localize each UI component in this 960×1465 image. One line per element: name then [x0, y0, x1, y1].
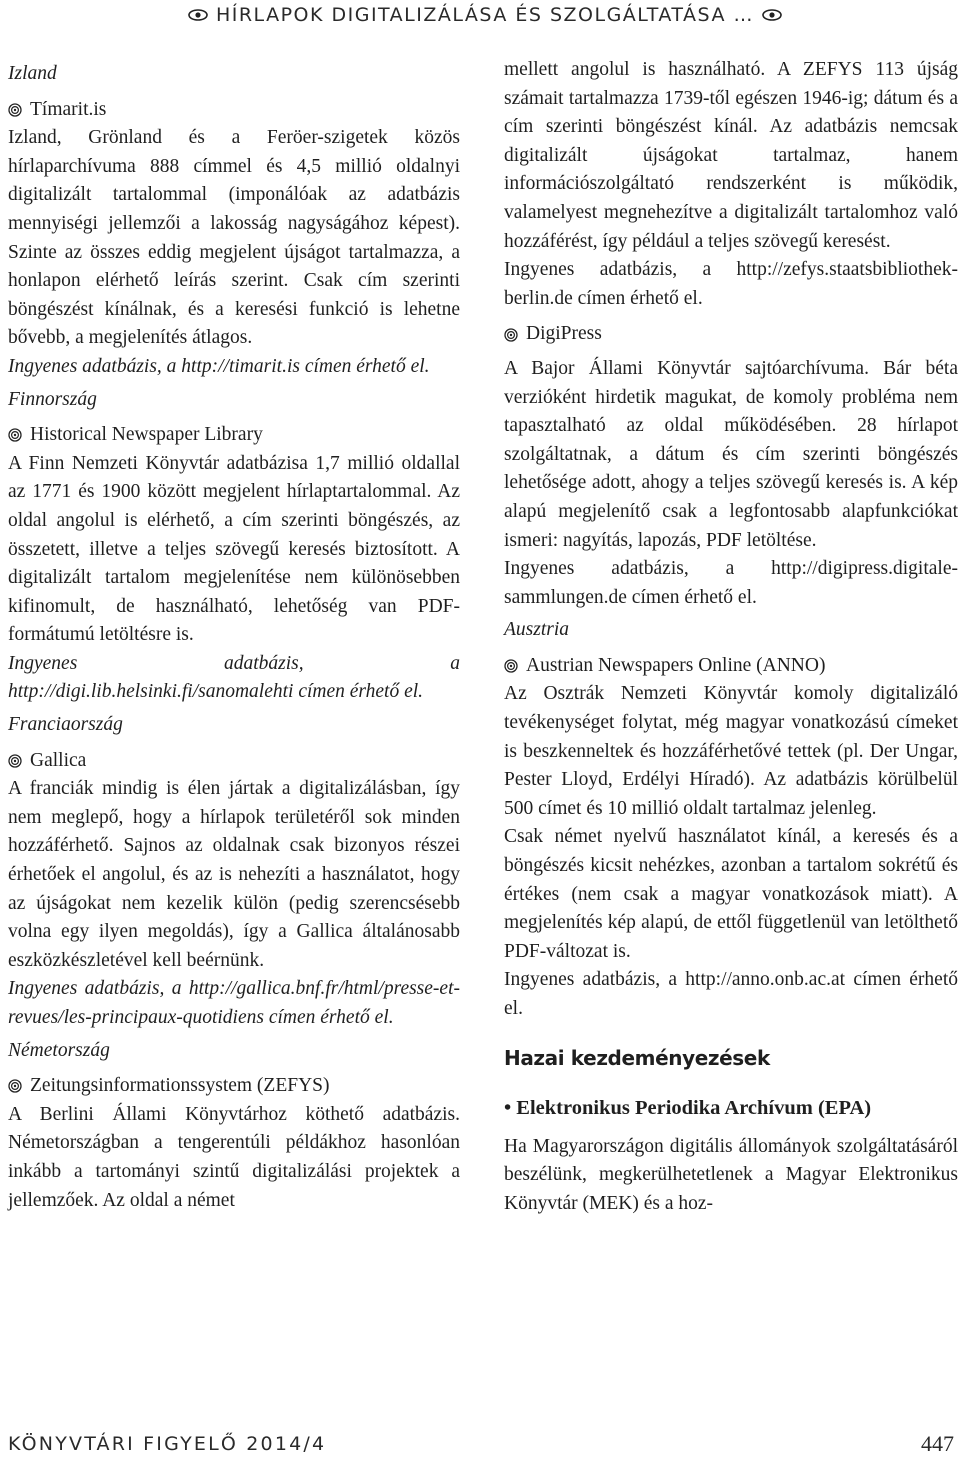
- paragraph-zefys-continued: mellett angolul is használható. A ZEFYS 113 újság számait tartalmazza 1739-től egészen 1946-ig; dátum és a cím szerinti böngészést kínál. Az adatbázis nemcsak digitalizált újságokat tartalmaz, hanem információszolgáltató rendszerként is működik, valamelyest megnehezítve a digitalizált tartalomhoz való hozzáférést, így például a teljes szövegű keresést.: [504, 59, 958, 252]
- target-bullet-icon: [504, 328, 518, 342]
- target-bullet-icon: [504, 659, 518, 673]
- paragraph-zefys: A Berlini Állami Könyvtárhoz köthető adatbázis. Németországban a tengerentúli példákhoz hasonlóan inkább a tartományi szintű digitalizálási projektek a jellemzőek. Az oldal a német: [8, 1103, 460, 1211]
- section-heading-domestic: Hazai kezdeményezések: [504, 1045, 770, 1070]
- resource-title-text: Gallica: [30, 749, 87, 771]
- target-bullet-icon: [8, 754, 22, 768]
- section-heading-france: Franciaország: [8, 714, 123, 736]
- running-header: [188, 4, 782, 26]
- section-heading-germany: Németország: [8, 1039, 110, 1061]
- access-note-gallica: Ingyenes adatbázis, a http://gallica.bnf.fr/html/presse-et-revues/les-principaux-quotidiens címen érhető el.: [8, 978, 460, 1028]
- journal-footer: KÖNYVTÁRI FIGYELŐ 2014/4: [8, 1433, 327, 1455]
- resource-title-text: DigiPress: [526, 323, 602, 345]
- resource-title-text: Austrian Newspapers Online (ANNO): [526, 654, 826, 676]
- resource-title-digipress: [504, 320, 958, 349]
- eye-ornament-icon: [188, 9, 208, 21]
- resource-title-text: Historical Newspaper Library: [30, 424, 263, 446]
- left-column: [8, 56, 460, 1215]
- resource-title-anno: [504, 652, 958, 681]
- paragraph-digipress: A Bajor Állami Könyvtár sajtóarchívuma. Bár béta verzióként hirdetik magukat, de komoly probléma nem tapasztalható az oldal működésében. 28 hírlapot szolgáltatnak, a dátum és cím szerinti böngészés lehetősége adott, ahogy a teljes szövegű keresés is. A kép alapú megjelenítő csak a legfontosabb alapfunkciókat ismeri: nagyítás, lapozás, PDF letöltése.: [504, 357, 958, 551]
- access-note-hnl: Ingyenes adatbázis, a http://digi.lib.helsinki.fi/sanomalehti címen érhető el.: [8, 652, 460, 703]
- paragraph-timarit: Izland, Grönland és a Feröer-szigetek közös hírlaparchívuma 888 címmel és 4,5 millió oldalnyi digitalizált tartalommal (imponálóak az adatbázis mennyiségi jellemzői a lakosság nagyságához képest). Szinte az összes eddig megjelent újságot tartalmazza, a honlapon elérhető leírás szerint. Csak cím szerinti böngészést kínálnak, és a keresési funkció is lehetne bővebb, a megjelenítés átlagos.: [8, 127, 460, 349]
- access-note-timarit: Ingyenes adatbázis, a http://timarit.is címen érhető el.: [8, 355, 430, 377]
- target-bullet-icon: [8, 1079, 22, 1093]
- section-heading-iceland: Izland: [8, 63, 57, 84]
- access-note-zefys: Ingyenes adatbázis, a http://zefys.staatsbibliothek-berlin.de címen érhető el.: [504, 259, 958, 309]
- access-note-anno: Ingyenes adatbázis, a http://anno.onb.ac.at címen érhető el.: [504, 969, 958, 1019]
- resource-title-hnl: [8, 421, 460, 450]
- paragraph-epa: Ha Magyarországon digitális állományok szolgáltatásáról beszélünk, megkerülhetetlenek a Magyar Elektronikus Könyvtár (MEK) és a hoz-: [504, 1135, 958, 1214]
- access-note-digipress: Ingyenes adatbázis, a http://digipress.digitale-sammlungen.de címen érhető el.: [504, 558, 958, 608]
- page-number: 447: [921, 1431, 954, 1456]
- paragraph-anno-1: Az Osztrák Nemzeti Könyvtár komoly digitalizáló tevékenységet folytat, még magyar vonatkozású címeket is beszkenneltek és hozzáférhetővé tettek (pl. Der Ungar, Pester Lloyd, Erdélyi Híradó). Az adatbázis körülbelül 500 címet és 10 millió oldalt tartalmaz jelenleg.: [504, 683, 958, 819]
- running-header-title: HÍRLAPOK DIGITALIZÁLÁSA ÉS SZOLGÁLTATÁSA …: [215, 4, 754, 26]
- subsection-heading-epa: • Elektronikus Periodika Archívum (EPA): [504, 1097, 872, 1120]
- resource-title-text: Zeitungsinformationssystem (ZEFYS): [30, 1075, 330, 1097]
- target-bullet-icon: [8, 428, 22, 442]
- target-bullet-icon: [8, 103, 22, 117]
- right-column: [504, 56, 958, 1219]
- resource-title-text: Tímarit.is: [30, 98, 107, 120]
- resource-title-gallica: [8, 747, 460, 776]
- resource-title-timarit: [8, 96, 460, 125]
- paragraph-anno-2: Csak német nyelvű használatot kínál, a keresés és a böngészés kicsit nehézkes, azonban a tartalom sokrétű és értékes (nem csak a magyar vonatkozások miatt). A megjelenítés kép alapú, de ettől függetlenül van letölthető PDF-változat is.: [504, 826, 958, 962]
- paragraph-gallica: A franciák mindig is élen jártak a digitalizálásban, így nem meglepő, hogy a hírlapok területéről sok minden hozzáférhető. Sajnos az oldalnak csak bizonyos részei érhetőek el angolul, és az is nehezíti a használatot, hogy az újságokat nem kezelik külön (pedig szerencsésebb volna egy ilyen megoldás), így a Gallica általánosabb eszközkészletével kell beérnünk.: [8, 778, 460, 971]
- section-heading-finland: Finnország: [8, 388, 97, 410]
- paragraph-hnl: A Finn Nemzeti Könyvtár adatbázisa 1,7 millió oldallal az 1771 és 1900 között megjelent hírlaptartalommal. Az oldal angolul is elérhető, a cím szerinti böngészés, az összetett, illetve a teljes szövegű keresés biztosított. A digitalizált tartalom megjelenítése nem különösebben kifinomult, de használható, lehetőség van PDF-formátumú letöltésre is.: [8, 452, 460, 646]
- eye-ornament-icon: [762, 9, 782, 21]
- section-heading-austria: Ausztria: [504, 619, 570, 641]
- resource-title-zefys: [8, 1072, 460, 1101]
